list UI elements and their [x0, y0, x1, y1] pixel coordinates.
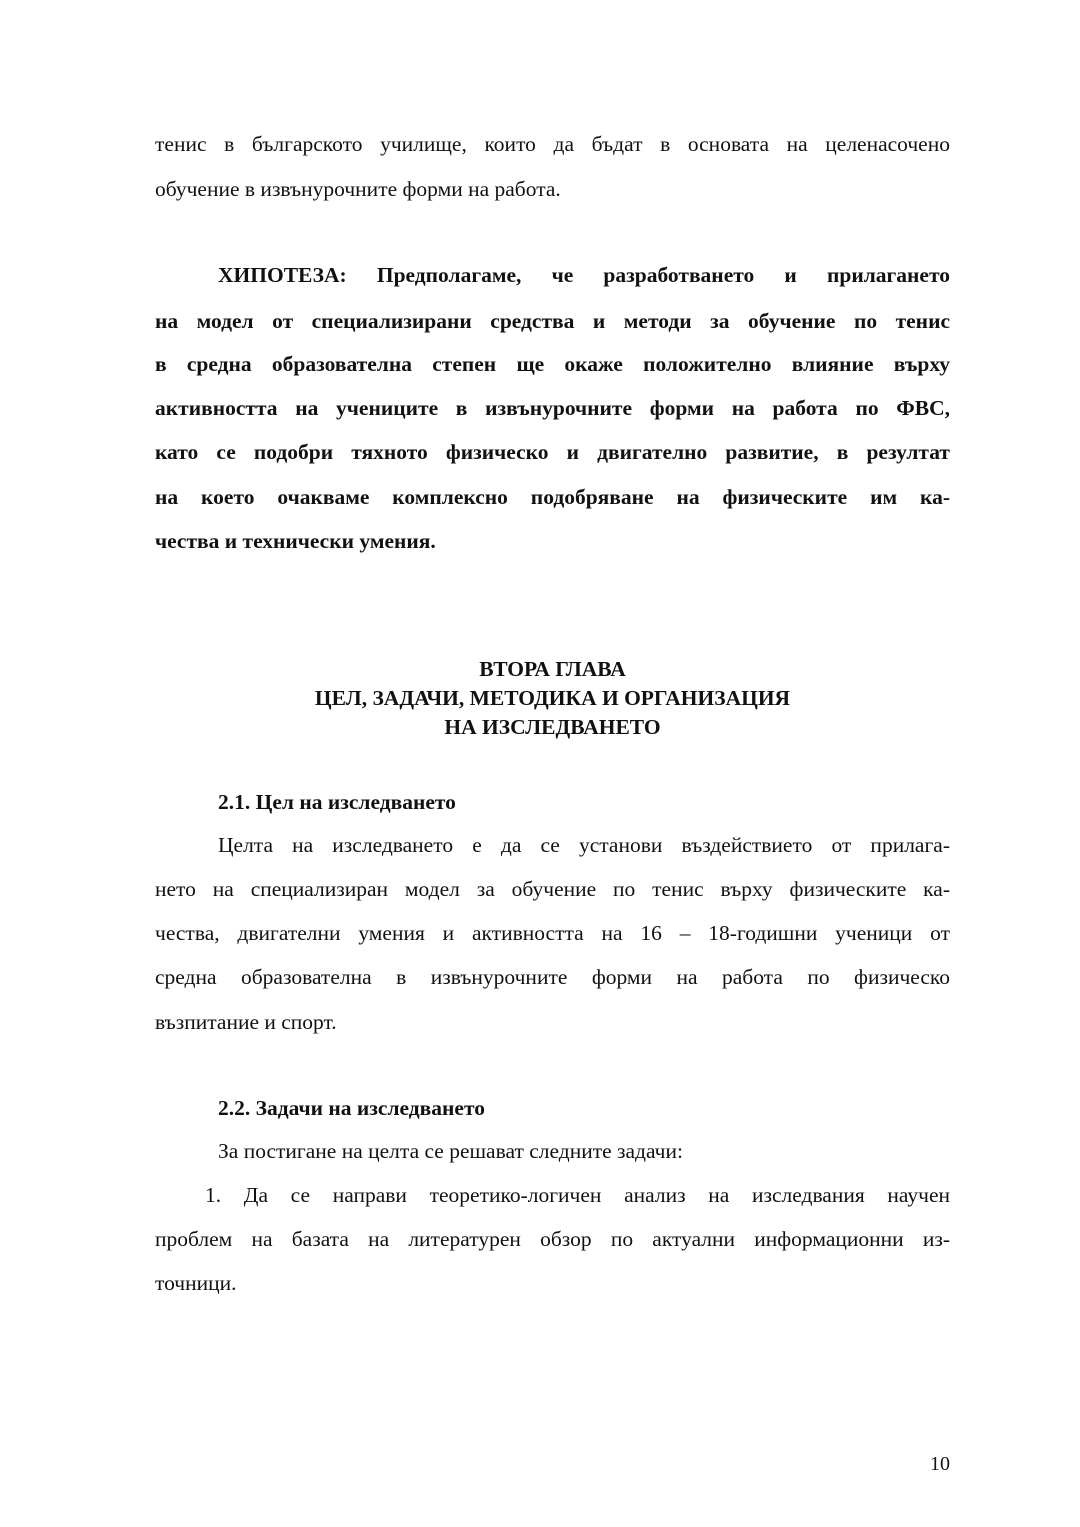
section-2-2-intro: За постигане на целта се решават следните задачи:	[218, 1139, 683, 1163]
hypothesis-line-6: на което очакваме комплексно подобряване на физическите им ка-	[155, 485, 950, 509]
task-1-line-2: проблем на базата на литературен обзор по актуални информационни из-	[155, 1227, 950, 1251]
task-1-line-3: точници.	[155, 1271, 237, 1295]
chapter-title-line-1: ЦЕЛ, ЗАДАЧИ, МЕТОДИКА И ОРГАНИЗАЦИЯ	[314, 686, 791, 710]
hypothesis-line-7: чества и технически умения.	[155, 529, 436, 553]
section-2-1-line-3: чества, двигателни умения и активността на 16 – 18-годишни ученици от	[155, 921, 950, 945]
hypothesis-line-4: активността на учениците в извънурочните форми на работа по ФВС,	[155, 396, 950, 420]
task-1-line-1: 1. Да се направи теоретико-логичен анализ на изследвания научен	[205, 1183, 950, 1207]
hypothesis-line-1: ХИПОТЕЗА: Предполагаме, че разработването и прилагането	[218, 263, 950, 287]
section-2-1-heading: 2.1. Цел на изследването	[218, 790, 456, 814]
hypothesis-line-2: на модел от специализирани средства и методи за обучение по тенис	[155, 309, 950, 333]
section-2-1-line-4: средна образователна в извънурочните форми на работа по физическо	[155, 965, 950, 989]
hypothesis-line-3: в средна образователна степен ще окаже положително влияние върху	[155, 352, 950, 376]
section-2-2-heading: 2.2. Задачи на изследването	[218, 1096, 485, 1120]
intro-line-1: тенис в българското училище, които да бъдат в основата на целенасочено	[155, 132, 950, 156]
chapter-title-line-2: НА ИЗСЛЕДВАНЕТО	[444, 715, 661, 739]
section-2-1-line-2: нето на специализиран модел за обучение по тенис върху физическите ка-	[155, 877, 950, 901]
section-2-1-line-5: възпитание и спорт.	[155, 1010, 337, 1034]
section-2-1-line-1: Целта на изследването е да се установи въздействието от прилага-	[218, 833, 950, 857]
page-number: 10	[930, 1453, 950, 1475]
chapter-label: ВТОРА ГЛАВА	[479, 657, 626, 681]
intro-line-2: обучение в извънурочните форми на работа.	[155, 177, 561, 201]
hypothesis-line-5: като се подобри тяхното физическо и двигателно развитие, в резултат	[155, 440, 950, 464]
